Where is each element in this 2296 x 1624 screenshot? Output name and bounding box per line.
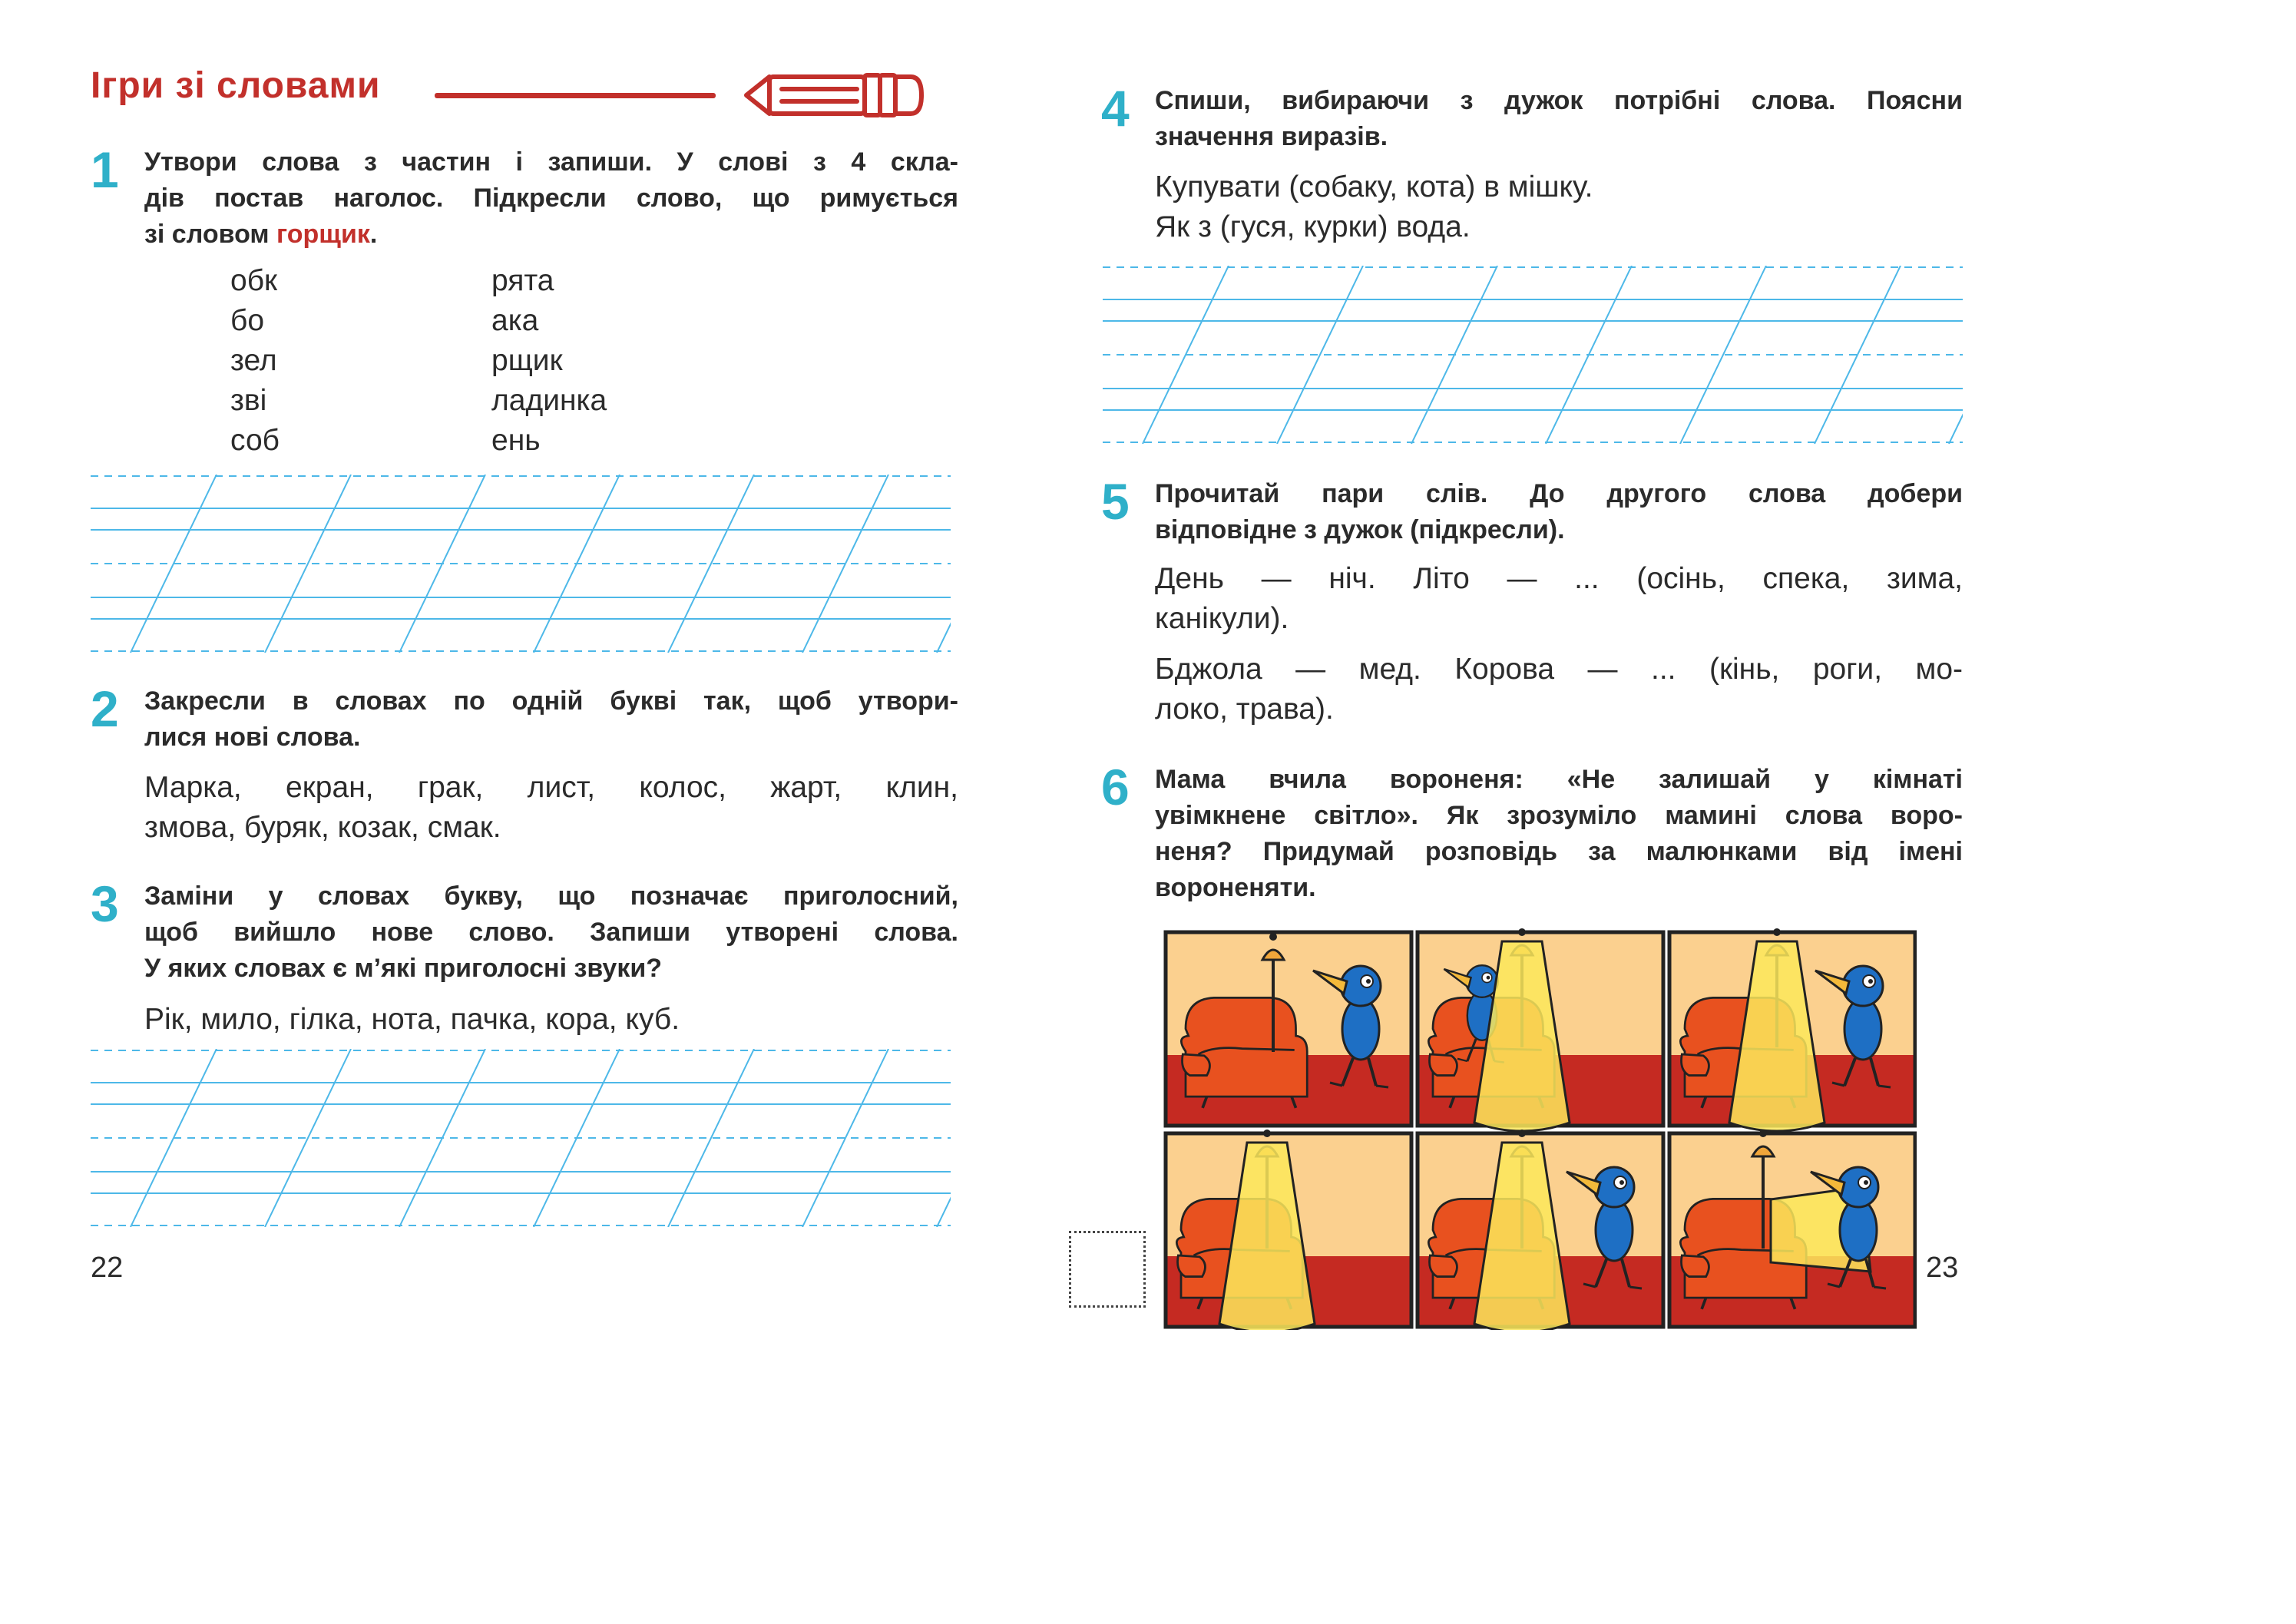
word-part: рщик (491, 344, 563, 377)
word-part: бо (230, 304, 265, 337)
task-words (144, 768, 958, 848)
word-parts-left (230, 261, 280, 461)
task-number: 4 (1101, 80, 1130, 137)
instruction-line: Спиши, вибираючи з дужок потрібні слова. Поясни (1155, 86, 1963, 115)
comic-panel (1669, 1130, 1915, 1327)
page-number: 22 (91, 1252, 124, 1284)
comic-panel (1166, 932, 1411, 1126)
instruction-line: лися нові слова. (144, 723, 361, 752)
comic-panel (1418, 1130, 1663, 1330)
instruction-line: щоб вийшло нове слово. Запиши утворені слова. (144, 918, 958, 947)
comic-panel (1669, 928, 1915, 1131)
body-line: Як з (гуся, курки) вода. (1155, 210, 1471, 243)
instruction-line: Прочитай пари слів. До другого слова добери (1155, 479, 1963, 508)
writing-area[interactable] (91, 1049, 951, 1227)
task-words: Рік, мило, гілка, нота, пачка, кора, куб. (144, 1003, 680, 1036)
task-words (1155, 167, 1963, 247)
task-instruction (1155, 476, 1963, 548)
word-part: зві (230, 384, 267, 417)
highlighted-word: горщик (276, 220, 370, 249)
task-instruction (1155, 83, 1963, 155)
dotted-square-icon (1069, 1231, 1146, 1308)
body-line: Бджола — мед. Корова — ... (кінь, роги, мо- (1155, 653, 1963, 686)
body-line: локо, трава). (1155, 693, 1334, 726)
instruction-text: . (369, 220, 378, 249)
word-part: соб (230, 424, 280, 457)
instruction-text: зі словом (144, 220, 270, 249)
word-part: ень (491, 424, 541, 457)
body-line: канікули). (1155, 602, 1289, 635)
comic-panel (1418, 928, 1663, 1131)
instruction-line: Утвори слова з частин і запиши. У слові з 4 скла- (144, 147, 958, 177)
heading-rule (435, 93, 716, 98)
writing-area[interactable] (91, 475, 951, 653)
comic-panel (1166, 1130, 1411, 1330)
instruction-line: вороненяти. (1155, 873, 1316, 902)
instruction-line: Мама вчила вороненя: «Не залишай у кімнаті (1155, 765, 1963, 794)
body-line: Марка, екран, грак, лист, колос, жарт, клин, (144, 771, 958, 804)
instruction-line: Заміни у словах букву, що позначає приголосний, (144, 881, 958, 911)
task-number: 1 (91, 141, 119, 198)
word-parts-right (491, 261, 607, 461)
pencil-icon (742, 71, 926, 120)
instruction-line (144, 217, 958, 253)
word-part: ака (491, 304, 539, 337)
task-words (1155, 559, 1963, 639)
task-words (1155, 650, 1963, 729)
section-heading: Ігри зі словами (91, 65, 381, 106)
body-line: змова, буряк, козак, смак. (144, 811, 501, 844)
word-part: зел (230, 344, 277, 377)
instruction-line: відповідне з дужок (підкресли). (1155, 515, 1565, 544)
task-instruction (144, 144, 958, 253)
task-instruction (144, 878, 958, 987)
task-number: 5 (1101, 473, 1130, 530)
page-number: 23 (1926, 1252, 1959, 1284)
word-part: рята (491, 264, 554, 297)
instruction-line: У яких словах є м’які приголосні звуки? (144, 954, 663, 983)
task-number: 3 (91, 875, 119, 932)
task-number: 2 (91, 680, 119, 737)
instruction-line: Закресли в словах по одній букві так, щоб утвори- (144, 686, 958, 716)
instruction-line: дів постав наголос. Підкресли слово, що римується (144, 184, 958, 213)
instruction-line: увімкнене світло». Як зрозуміло мамині слова воро- (1155, 801, 1963, 830)
comic-strip (1161, 928, 1917, 1330)
task-instruction (1155, 762, 1963, 906)
word-part: ладинка (491, 384, 607, 417)
body-line: День — ніч. Літо — ... (осінь, спека, зима, (1155, 562, 1963, 595)
body-line: Купувати (собаку, кота) в мішку. (1155, 170, 1593, 203)
word-part: обк (230, 264, 278, 297)
task-number: 6 (1101, 759, 1130, 815)
writing-area[interactable] (1103, 266, 1963, 444)
instruction-line: неня? Придумай розповідь за малюнками від імені (1155, 837, 1963, 866)
instruction-line: значення виразів. (1155, 122, 1388, 151)
task-instruction (144, 683, 958, 756)
